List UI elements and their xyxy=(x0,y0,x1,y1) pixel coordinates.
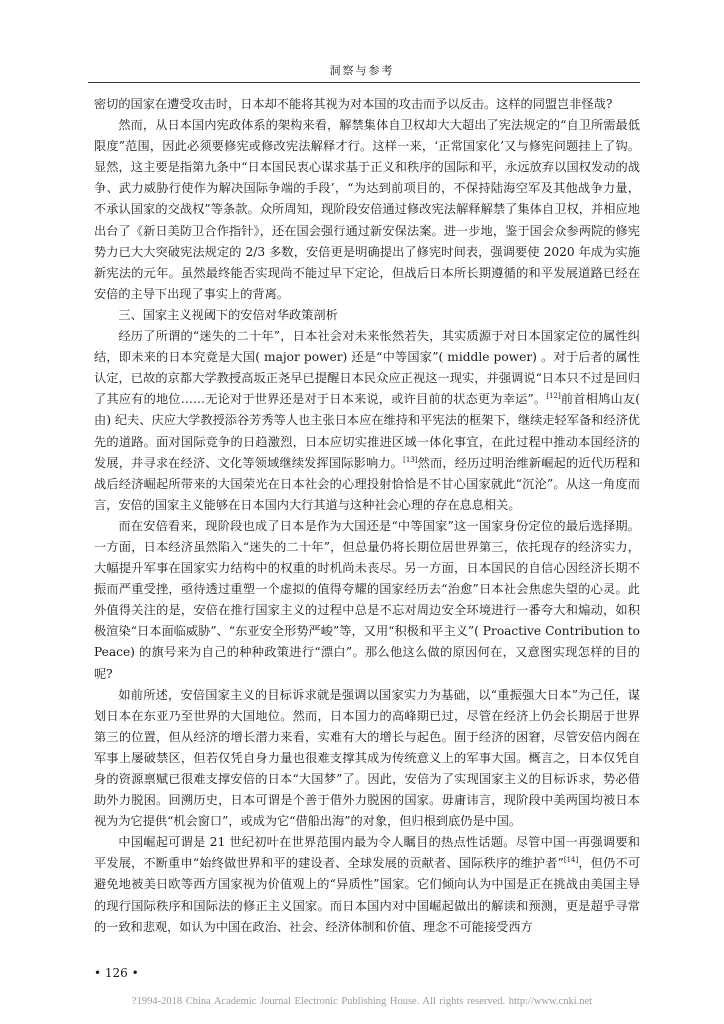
citation-ref: [13] xyxy=(403,455,418,464)
copyright-footer: ?1994-2018 China Academic Journal Electronic Publishing House. All rights reserved. http://www.cnki.net xyxy=(131,996,593,1007)
running-header: 洞察与参考 xyxy=(329,64,395,77)
paragraph: 而在安倍看来，现阶段也成了日本是作为大国还是“中等国家”这一国家身份定位的最后选择期。一方面，日本经济虽然陷入“迷失的二十年”，但总量仍将长期位居世界第三，依托现存的经济实力，大幅提升军事在国家实力结构中的权重的时机尚未丧尽。另一方面，日本国民的自信心因经济长期不振而严重受挫，亟待透过重塑一个虚拟的值得夸耀的国家经历去“治愈”日本社会焦虑失望的心灵。此外值得关注的是，安倍在推行国家主义的过程中总是不忘对周边安全环境进行一番夸大和煽动，如积极渲染“日本面临威胁”、“东亚安全形势严峻”等，又用“积极和平主义”( Proactive Contribution to Peace) 的旗号来为自己的种种政策进行“漂白”。那么他这么做的原因何在，又意图实现怎样的目的呢? xyxy=(94,518,640,681)
text-segment: 经历了所谓的“迷失的二十年”，日本社会对未来怅然若失，其实质源于对日本国家定位的属性纠结，即未来的日本究竟是大国( major power) 还是“中等国家”( middle power) 。对于后者的属性认定，已故的京都大学教授高坂正尧早已提醒日本民众应正视这一现实，并强调说“日本只不过是回归了其应有的地位……无论对于世界还是对于日本来说，或许目前的状态更为幸运”。 xyxy=(94,329,640,407)
article-body xyxy=(94,94,640,938)
paragraph xyxy=(94,326,640,516)
text-segment: 中国崛起可谓是 21 世纪初叶在世界范围内最为令人瞩目的热点性话题。尽管中国一再强调要和平发展，不断重申“始终做世界和平的建设者、全球发展的贡献者、国际秩序的维护者” xyxy=(94,835,640,871)
page-number: • 126 • xyxy=(94,966,139,980)
paragraph: 然而，从日本国内宪政体系的架构来看，解禁集体自卫权却大大超出了宪法规定的“自卫所需最低限度”范围，因此必须要修宪或修改宪法解释才行。这样一来，‘正常国家化’又与修宪问题挂上了钩。显然，这主要是指第九条中“日本国民衷心谋求基于正义和秩序的国际和平，永远放弃以国权发动的战争、武力威胁行使作为解决国际争端的手段’，“为达到前项目的，不保持陆海空军及其他战争力量，不承认国家的交战权”等条款。众所周知，现阶段安倍通过修改宪法解释解禁了集体自卫权，并相应地出台了《新日美防卫合作指针》，还在国会强行通过新安保法案。进一步地，鉴于国会众参两院的修宪势力已大大突破宪法规定的 2/3 多数，安倍更是明确提出了修宪时间表，强调要使 2020 年成为实施新宪法的元年。虽然最终能否实现尚不能过早下定论，但战后日本所长期遵循的和平发展道路已经在安倍的主导下出现了事实上的背离。 xyxy=(94,118,640,301)
paragraph-continuation: 密切的国家在遭受攻击时，日本却不能将其视为对本国的攻击而予以反击。这样的同盟岂非怪哉? xyxy=(94,97,613,111)
header-rule xyxy=(88,82,640,83)
citation-ref: [14] xyxy=(563,856,579,865)
paragraph: 如前所述，安倍国家主义的目标诉求就是强调以国家实力为基础，以“重振强大日本”为己任，谋划日本在东亚乃至世界的大国地位。然而，日本国力的高峰期已过，尽管在经济上仍会长期居于世界第三的位置，但从经济的增长潜力来看，实难有大的增长与起色。囿于经济的困窘，尽管安倍内阁在军事上屡破禁区，但若仅凭自身力量也很难支撑其成为传统意义上的军事大国。概言之，日本仅凭自身的资源禀赋已很难支撑安倍的日本“大国梦”了。因此，安倍为了实现国家主义的目标诉求，势必借助外力脱困。回溯历史，日本可谓是个善于借外力脱困的国家。毋庸讳言，现阶段中美两国均被日本视为为它提供“机会窗口”，或成为它“借船出海”的对象，但归根到底仍是中国。 xyxy=(94,687,640,829)
text-segment: ，但仍不可避免地被美日欧等西方国家视为价值观上的“异质性”国家。它们倾向认为中国是正在挑战由美国主导的现行国际秩序和国际法的修正主义国家。而日本国内对中国崛起做出的解读和预测，更是超乎寻常的一致和悲观，如认为中国在政治、社会、经济体制和价值、理念不可能接受西方 xyxy=(94,856,641,934)
paragraph xyxy=(94,832,640,937)
text-segment: 然而，经历过明治维新崛起的近代历程和战后经济崛起所带来的大国荣光在日本社会的心理投射恰恰是不甘心国家就此“沉沦”。从这一角度而言，安倍的国家主义能够在日本国内大行其道与这种社会心理的存在息息相关。 xyxy=(94,455,641,512)
text-segment: 前首相鸠山友( 由) 纪夫、庆应大学教授添谷芳秀等人也主张日本应在维持和平宪法的框架下，继续走轻军备和经济优先的道路。面对国际竞争的日趋激烈，日本应切实推进区域一体化事宜，在此过程中推动本国经济的发展，并寻求在经济、文化等领域继续发挥国际影响力。 xyxy=(94,392,640,470)
section-heading: 三、国家主义视阈下的安倍对华政策剖析 xyxy=(118,307,338,322)
citation-ref: [12] xyxy=(546,392,561,401)
